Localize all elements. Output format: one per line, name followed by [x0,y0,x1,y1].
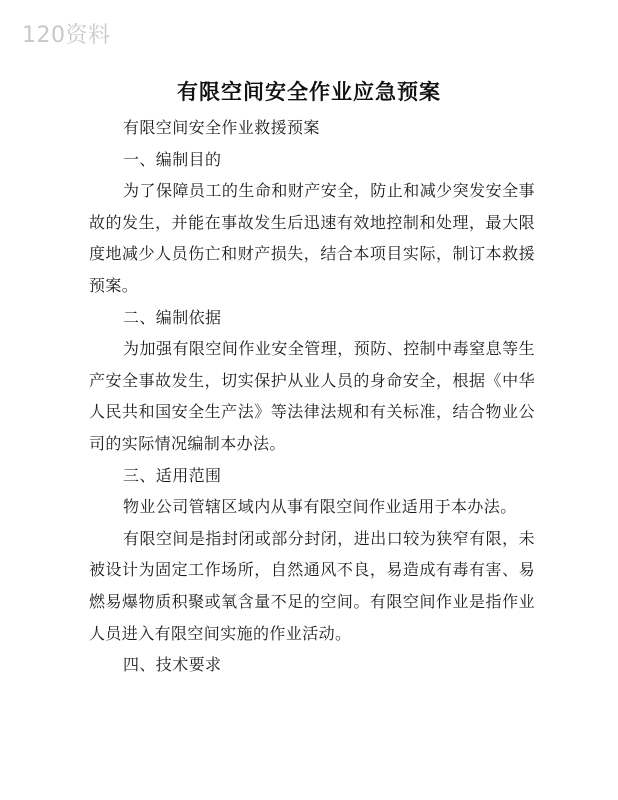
paragraph-basis: 为加强有限空间作业安全管理，预防、控制中毒窒息等生产安全事故发生，切实保护从业人员的身命安全，根据《中华人民共和国安全生产法》等法律法规和有关标准，结合物业公司的实际情况编制本办法。 [89,339,535,453]
document-body [89,112,535,681]
watermark: 120资料 [22,23,111,48]
section-heading-technical: 四、技术要求 [123,655,222,675]
paragraph-scope: 物业公司管辖区域内从事有限空间作业适用于本办法。 [123,497,517,517]
plan-subtitle: 有限空间安全作业救援预案 [123,118,320,137]
paragraph-purpose: 为了保障员工的生命和财产安全，防止和减少突发安全事故的发生，并能在事故发生后迅速有效地控制和处理，最大限度地减少人员伤亡和财产损失，结合本项目实际，制订本救援预案。 [89,181,535,295]
section-heading-scope: 三、适用范围 [123,465,222,485]
paragraph-definition: 有限空间是指封闭或部分封闭，进出口较为狭窄有限，未被设计为固定工作场所，自然通风不良，易造成有毒有害、易燃易爆物质积聚或氧含量不足的空间。有限空间作业是指作业人员进入有限空间实施的作业活动。 [89,528,535,643]
section-heading-purpose: 一、编制目的 [123,149,222,169]
document-title: 有限空间安全作业应急预案 [177,80,441,104]
section-heading-basis: 二、编制依据 [123,307,222,327]
